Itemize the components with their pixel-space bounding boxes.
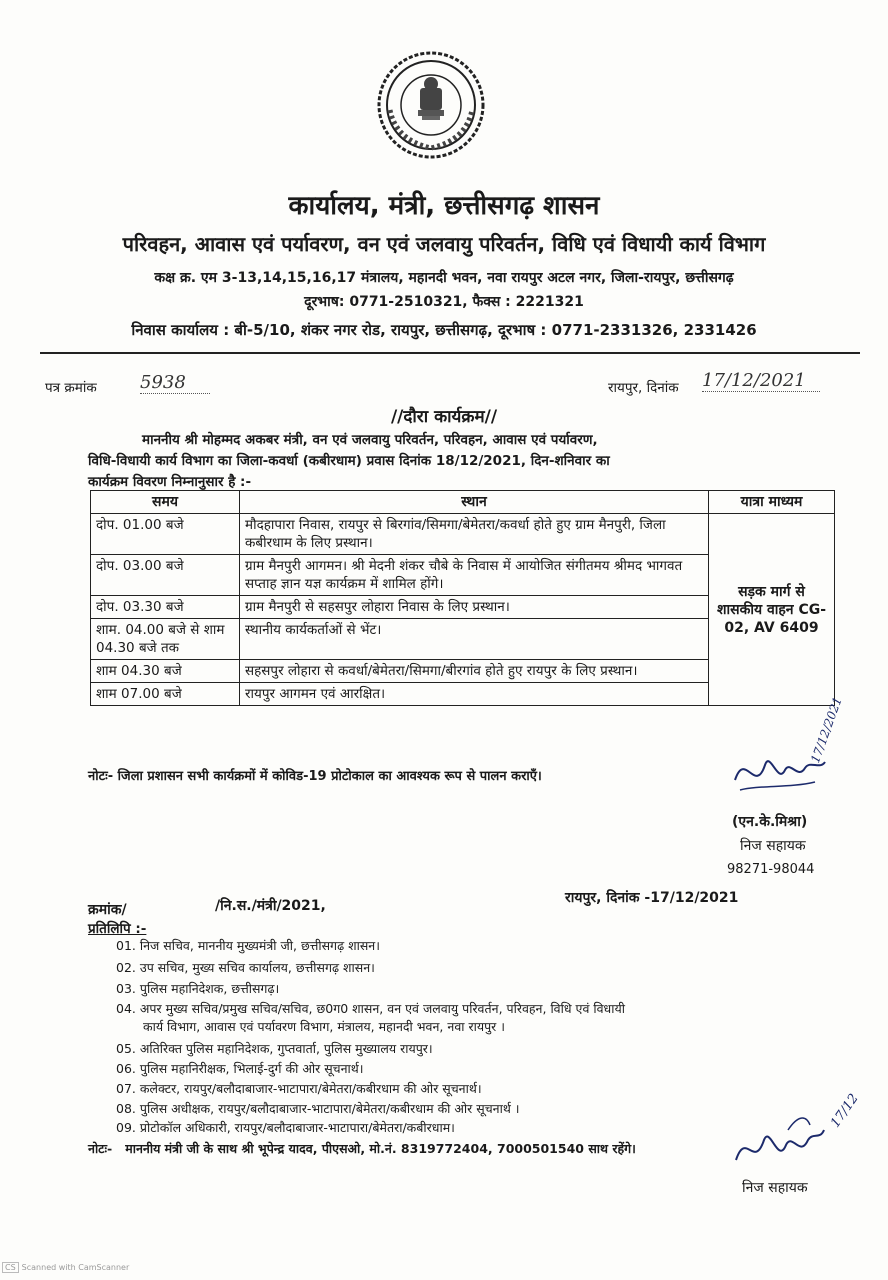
header-place: स्थान (240, 491, 709, 514)
copy-item (116, 1080, 482, 1097)
signatory-name: (एन.के.मिश्रा) (732, 814, 808, 830)
header-divider (40, 352, 860, 354)
row-place: रायपुर आगमन एवं आरक्षित। (240, 683, 709, 706)
copy-item (116, 937, 380, 954)
scanner-badge-text: Scanned with CamScanner (21, 1263, 130, 1272)
signature-2-handwritten-date: 17/12 (828, 1091, 862, 1131)
sign-title-2: निज सहायक (742, 1180, 808, 1196)
program-intro-line-1: माननीय श्री मोहम्मद अकबर मंत्री, वन एवं जलवायु परिवर्तन, परिवहन, आवास एवं पर्यावरण, (142, 432, 598, 448)
letter-number-label: पत्र क्रमांक (45, 380, 97, 396)
copy-number: 01. (116, 938, 136, 953)
copy-item (116, 980, 279, 997)
copy-number: 07. (116, 1081, 136, 1096)
scanner-badge (2, 1262, 129, 1273)
copy-text: अपर मुख्य सचिव/प्रमुख सचिव/सचिव, छ0ग0 शासन, वन एवं जलवायु परिवर्तन, परिवहन, विधि एवं विधायी (139, 1001, 625, 1016)
copy-item (116, 1119, 455, 1136)
row-time: शाम. 04.00 बजे से शाम 04.30 बजे तक (91, 619, 240, 660)
camscanner-logo: CS (2, 1262, 19, 1273)
pso-note: नोटः- माननीय मंत्री जी के साथ श्री भूपेन्द्र यादव, पीएसओ, मो.नं. 8319772404, 7000501540 साथ रहेंगे। (88, 1141, 636, 1156)
office-address: कक्ष क्र. एम 3-13,14,15,16,17 मंत्रालय, महानदी भवन, नवा रायपुर अटल नगर, जिला-रायपुर, छत्तीसगढ़ (154, 270, 734, 286)
signature-handwritten-date: 17/12/2021 (808, 694, 845, 765)
departments-line: परिवहन, आवास एवं पर्यावरण, वन एवं जलवायु परिवर्तन, विधि एवं विधायी कार्य विभाग (122, 232, 766, 256)
copy-number: 02. (116, 960, 136, 975)
copy-number: 04. (116, 1001, 136, 1016)
copy-number: 03. (116, 981, 136, 996)
letter-date-label: रायपुर, दिनांक (608, 380, 679, 396)
row-place: सहसपुर लोहारा से कवर्धा/बेमेतरा/सिमगा/बीरगांव होते हुए रायपुर के लिए प्रस्थान। (240, 660, 709, 683)
signatory-title: निज सहायक (740, 838, 806, 854)
copy-number: 08. (116, 1101, 136, 1116)
row-time: दोप. 03.30 बजे (91, 596, 240, 619)
copy-item (116, 1000, 625, 1017)
program-heading: //दौरा कार्यक्रम// (390, 407, 498, 427)
office-title: कार्यालय, मंत्री, छत्तीसगढ़ शासन (288, 191, 600, 221)
copy-number: 05. (116, 1041, 136, 1056)
copy-item (116, 1040, 433, 1057)
copy-text: अतिरिक्त पुलिस महानिदेशक, गुप्तवार्ता, पुलिस मुख्यालय रायपुर। (139, 1041, 433, 1056)
letter-number: 5938 (140, 372, 210, 394)
program-intro-line-2: विधि-विधायी कार्य विभाग का जिला-कवर्धा (कबीरधाम) प्रवास दिनांक 18/12/2021, दिन-शनिवार का (88, 453, 610, 469)
copy-item (116, 959, 375, 976)
endorsement-reference: /नि.स./मंत्री/2021, (215, 898, 326, 914)
travel-mode-cell: सड़क मार्ग से शासकीय वाहन CG-02, AV 6409 (709, 514, 835, 706)
copy-number: 09. (116, 1120, 136, 1135)
endorsement-number-label: क्रमांक/ (88, 902, 127, 918)
copy-text: पुलिस अधीक्षक, रायपुर/बलौदाबाजार-भाटापारा/बेमेतरा/कबीरधाम की ओर सूचनार्थ । (139, 1101, 520, 1116)
row-place: स्थानीय कार्यकर्ताओं से भेंट। (240, 619, 709, 660)
program-intro-line-3: कार्यक्रम विवरण निम्नानुसार है :- (88, 474, 252, 490)
handwritten-signature-2 (728, 1110, 828, 1180)
office-phone: दूरभाष: 0771-2510321, फैक्स : 2221321 (304, 294, 584, 310)
row-time: दोप. 01.00 बजे (91, 514, 240, 555)
schedule-table (90, 490, 835, 706)
row-time: दोप. 03.00 बजे (91, 555, 240, 596)
header-travel-mode: यात्रा माध्यम (709, 491, 835, 514)
copy-text: पुलिस महानिरीक्षक, भिलाई-दुर्ग की ओर सूचनार्थ। (139, 1061, 364, 1076)
copy-to-label: प्रतिलिपि :- (88, 921, 147, 937)
government-emblem-seal (376, 50, 486, 160)
copy-text: उप सचिव, मुख्य सचिव कार्यालय, छत्तीसगढ़ शासन। (139, 960, 375, 975)
row-place: ग्राम मैनपुरी आगमन। श्री मेदनी शंकर चौबे के निवास में आयोजित संगीतमय श्रीमद भागवत सप्ताह ज्ञान यज्ञ कार्यक्रम में शामिल होंगे। (240, 555, 709, 596)
copy-text: प्रोटोकॉल अधिकारी, रायपुर/बलौदाबाजार-भाटापारा/बेमेतरा/कबीरधाम। (139, 1120, 455, 1135)
table-row (91, 514, 835, 555)
copy-item (116, 1060, 364, 1077)
covid-note: नोटः- जिला प्रशासन सभी कार्यक्रमों में कोविड-19 प्रोटोकाल का आवश्यक रूप से पालन कराएँ। (88, 769, 542, 784)
copy-text: पुलिस महानिदेशक, छत्तीसगढ़। (139, 981, 280, 996)
copy-text-continued: कार्य विभाग, आवास एवं पर्यावरण विभाग, मंत्रालय, महानदी भवन, नवा रायपुर । (143, 1019, 506, 1034)
endorsement-date: रायपुर, दिनांक -17/12/2021 (565, 890, 739, 906)
residence-office: निवास कार्यालय : बी-5/10, शंकर नगर रोड, रायपुर, छत्तीसगढ़, दूरभाष : 0771-2331326, 2331426 (131, 321, 757, 339)
letter-date: 17/12/2021 (702, 370, 820, 392)
copy-text: कलेक्टर, रायपुर/बलौदाबाजार-भाटापारा/बेमेतरा/कबीरधाम की ओर सूचनार्थ। (139, 1081, 482, 1096)
copy-item (116, 1100, 520, 1117)
row-time: शाम 04.30 बजे (91, 660, 240, 683)
copy-text: निज सचिव, माननीय मुख्यमंत्री जी, छत्तीसगढ़ शासन। (139, 938, 380, 953)
table-header-row (91, 491, 835, 514)
copy-number: 06. (116, 1061, 136, 1076)
row-time: शाम 07.00 बजे (91, 683, 240, 706)
header-time: समय (91, 491, 240, 514)
row-place: ग्राम मैनपुरी से सहसपुर लोहारा निवास के लिए प्रस्थान। (240, 596, 709, 619)
row-place: मौदहापारा निवास, रायपुर से बिरगांव/सिमगा/बेमेतरा/कवर्धा होते हुए ग्राम मैनपुरी, जिला कबीरधाम के लिए प्रस्थान। (240, 514, 709, 555)
signatory-phone: 98271-98044 (727, 862, 815, 877)
